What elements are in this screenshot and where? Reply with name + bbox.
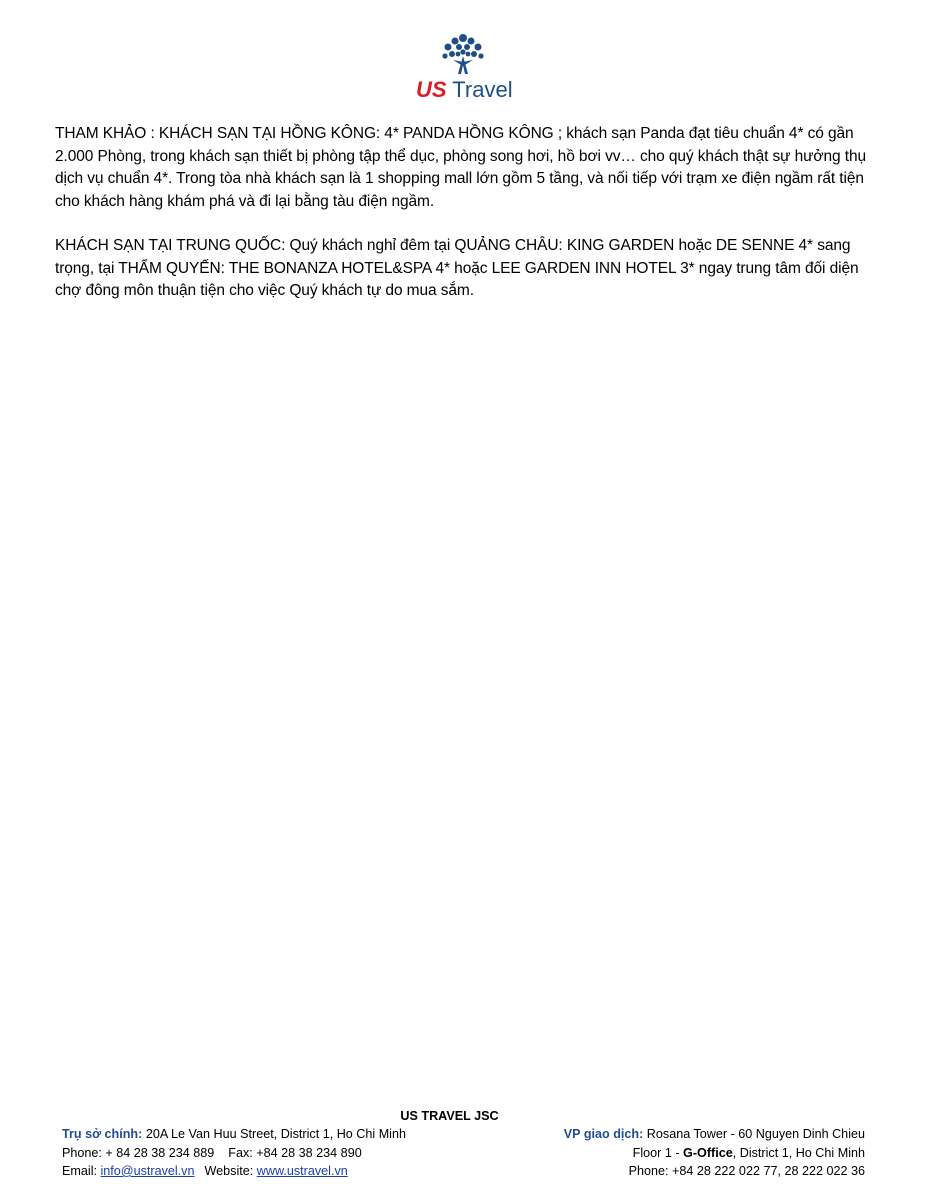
paragraph-hongkong-hotel: THAM KHẢO : KHÁCH SẠN TẠI HỒNG KÔNG: 4* PANDA HỒNG KÔNG ; khách sạn Panda đạt tiêu chuẩn 4* có gần 2.000 Phòng, trong khách sạn thiết bị phòng tập thể dục, phòng song hơi, hồ bơi vv… cho quý khách thật sự hưởng thụ dịch vụ chuẩn 4*. Trong tòa nhà khách sạn là 1 shopping mall lớn gồm 5 tầng, và nối tiếp với trạm xe điện ngầm rất tiện cho khách hàng khám phá và đi lại bằng tàu điện ngầm.: [55, 125, 866, 210]
website-link[interactable]: www.ustravel.vn: [256, 1163, 348, 1178]
website-label: Website:: [204, 1163, 257, 1178]
office-label: VP giao dịch:: [563, 1127, 644, 1142]
email-label: Email:: [62, 1163, 101, 1178]
document-body: [55, 123, 871, 325]
hq-label: Trụ sở chính:: [62, 1127, 143, 1142]
footer-head-office: [62, 1125, 406, 1180]
hq-phone-fax: Phone: + 84 28 38 234 889 Fax: +84 28 38 234 890: [62, 1145, 362, 1160]
tree-people-icon: [440, 32, 486, 76]
footer-branch-office: [564, 1125, 865, 1180]
email-link[interactable]: info@ustravel.vn: [100, 1163, 195, 1178]
page-footer: [62, 1107, 865, 1180]
floor-prefix: Floor 1 -: [632, 1145, 684, 1160]
company-name: US TRAVEL JSC: [400, 1109, 499, 1123]
floor-office-name: G-Office: [683, 1145, 733, 1160]
logo-us-text: US: [416, 77, 447, 102]
hq-address: 20A Le Van Huu Street, District 1, Ho Chi Minh: [142, 1127, 406, 1142]
floor-suffix: , District 1, Ho Chi Minh: [732, 1145, 865, 1160]
paragraph-china-hotel: KHÁCH SẠN TẠI TRUNG QUỐC: Quý khách nghỉ đêm tại QUẢNG CHÂU: KING GARDEN hoặc DE SENNE 4* sang trọng, tại THẨM QUYẾN: THE BONANZA HOTEL&SPA 4* hoặc LEE GARDEN INN HOTEL 3* ngay trung tâm đối diện chợ đông môn thuận tiện cho việc Quý khách tự do mua sắm.: [55, 237, 859, 299]
office-address: Rosana Tower - 60 Nguyen Dinh Chieu: [643, 1127, 865, 1142]
brand-logo: [414, 32, 514, 100]
logo-travel-text: Travel: [452, 77, 513, 102]
office-phone: Phone: +84 28 222 022 77, 28 222 022 36: [628, 1163, 865, 1178]
